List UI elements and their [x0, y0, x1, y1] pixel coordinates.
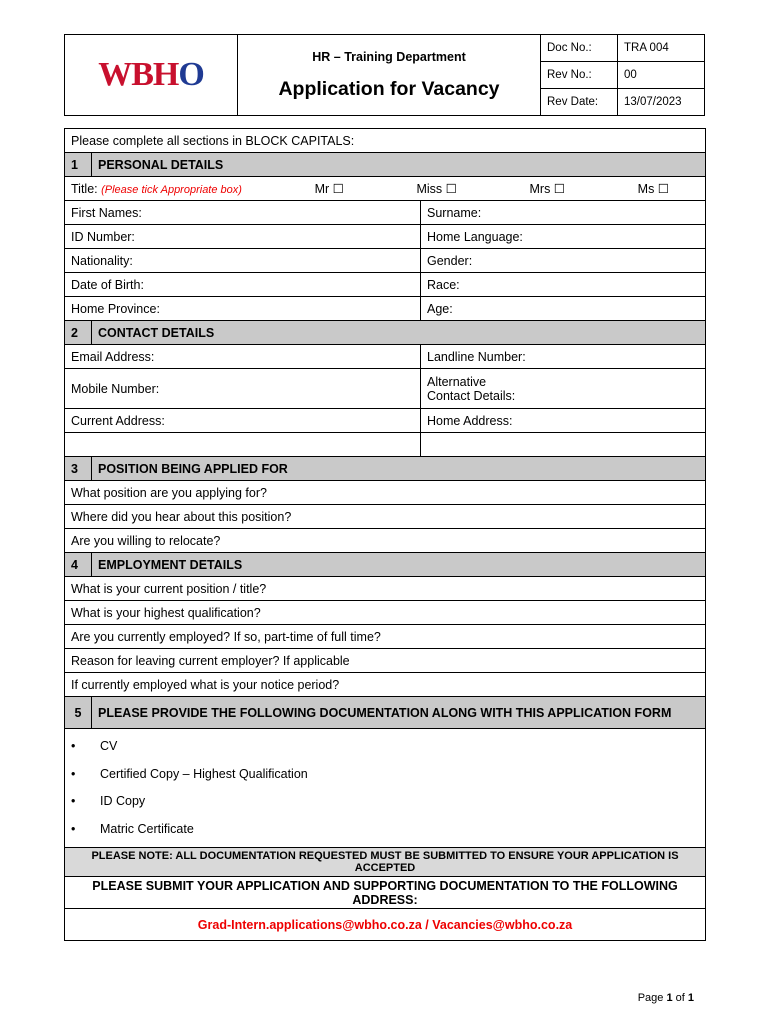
checkbox-miss[interactable]: Miss ☐: [416, 182, 457, 196]
field-current-position[interactable]: What is your current position / title?: [65, 577, 706, 601]
title-row: [65, 177, 706, 201]
submit-instructions: PLEASE SUBMIT YOUR APPLICATION AND SUPPORTING DOCUMENTATION TO THE FOLLOWING ADDRESS:: [65, 877, 706, 909]
page-number: [638, 992, 694, 1004]
doc-item-matric: Matric Certificate: [100, 821, 194, 836]
documentation-list: [65, 729, 706, 848]
home-address-line-2[interactable]: [421, 433, 706, 457]
field-first-names[interactable]: First Names:: [65, 201, 421, 225]
field-home-address[interactable]: Home Address:: [421, 409, 706, 433]
rev-no-value: 00: [618, 62, 705, 89]
wbho-logo: WBHO: [65, 35, 238, 116]
doc-item-cv: CV: [100, 739, 118, 753]
submission-emails[interactable]: Grad-Intern.applications@wbho.co.za / Vacancies@wbho.co.za: [65, 909, 706, 941]
page-current: 1: [666, 992, 673, 1004]
section-title-position: POSITION BEING APPLIED FOR: [92, 457, 706, 481]
title-label: Title:: [71, 181, 98, 196]
field-employment-status[interactable]: Are you currently employed? If so, part-time of full time?: [65, 625, 706, 649]
field-notice-period[interactable]: If currently employed what is your notice period?: [65, 673, 706, 697]
field-alternative-contact[interactable]: [421, 369, 706, 409]
section-title-documentation: PLEASE PROVIDE THE FOLLOWING DOCUMENTATION ALONG WITH THIS APPLICATION FORM: [92, 697, 706, 729]
bullet: •: [71, 739, 76, 753]
section-number: 5: [65, 697, 92, 729]
section-title-contact: CONTACT DETAILS: [92, 321, 706, 345]
checkbox-mr[interactable]: Mr ☐: [314, 182, 344, 196]
section-number: 3: [65, 457, 92, 481]
alt-contact-label-1: Alternative: [427, 374, 487, 389]
rev-date-value: 13/07/2023: [618, 89, 705, 116]
section-title-employment: EMPLOYMENT DETAILS: [92, 553, 706, 577]
field-nationality[interactable]: Nationality:: [65, 249, 421, 273]
checkbox-ms[interactable]: Ms ☐: [637, 182, 669, 196]
field-date-of-birth[interactable]: Date of Birth:: [65, 273, 421, 297]
field-surname[interactable]: Surname:: [421, 201, 706, 225]
field-gender[interactable]: Gender:: [421, 249, 706, 273]
checkbox-mrs[interactable]: Mrs ☐: [529, 182, 566, 196]
page-of: of: [672, 992, 688, 1004]
application-form: [64, 128, 706, 941]
doc-no-label: Doc No.:: [541, 35, 618, 62]
bullet: •: [71, 821, 76, 836]
field-age[interactable]: Age:: [421, 297, 706, 321]
doc-item-id: ID Copy: [100, 794, 146, 808]
list-item: [71, 788, 699, 816]
field-home-language[interactable]: Home Language:: [421, 225, 706, 249]
field-relocate[interactable]: Are you willing to relocate?: [65, 529, 706, 553]
field-position-applying[interactable]: What position are you applying for?: [65, 481, 706, 505]
field-current-address[interactable]: Current Address:: [65, 409, 421, 433]
field-landline[interactable]: Landline Number:: [421, 345, 706, 369]
field-reason-leaving[interactable]: Reason for leaving current employer? If applicable: [65, 649, 706, 673]
section-number: 2: [65, 321, 92, 345]
header-title-block: [238, 35, 541, 116]
intro-text: Please complete all sections in BLOCK CAPITALS:: [65, 129, 706, 153]
document-title: Application for Vacancy: [278, 77, 500, 100]
field-race[interactable]: Race:: [421, 273, 706, 297]
doc-no-value: TRA 004: [618, 35, 705, 62]
doc-item-qualification: Certified Copy – Highest Qualification: [100, 766, 308, 781]
page-prefix: Page: [637, 992, 667, 1004]
list-item: [71, 761, 699, 789]
section-title-personal: PERSONAL DETAILS: [92, 153, 706, 177]
title-hint: (Please tick Appropriate box): [101, 183, 242, 196]
field-home-province[interactable]: Home Province:: [65, 297, 421, 321]
rev-date-label: Rev Date:: [541, 89, 618, 116]
field-email[interactable]: Email Address:: [65, 345, 421, 369]
field-heard-about[interactable]: Where did you hear about this position?: [65, 505, 706, 529]
page-total: 1: [687, 992, 694, 1004]
field-highest-qualification[interactable]: What is your highest qualification?: [65, 601, 706, 625]
section-number: 4: [65, 553, 92, 577]
department: HR – Training Department: [312, 49, 466, 64]
bullet: •: [71, 766, 76, 781]
section-number: 1: [65, 153, 92, 177]
field-mobile[interactable]: Mobile Number:: [65, 369, 421, 409]
alt-contact-label-2: Contact Details:: [427, 388, 516, 403]
rev-no-label: Rev No.:: [541, 62, 618, 89]
document-header: [64, 34, 705, 116]
bullet: •: [71, 794, 76, 808]
list-item: [71, 816, 699, 844]
current-address-line-2[interactable]: [65, 433, 421, 457]
documentation-note: PLEASE NOTE: ALL DOCUMENTATION REQUESTED MUST BE SUBMITTED TO ENSURE YOUR APPLICATION IS ACCEPTED: [65, 848, 706, 877]
list-item: [71, 733, 699, 761]
field-id-number[interactable]: ID Number:: [65, 225, 421, 249]
